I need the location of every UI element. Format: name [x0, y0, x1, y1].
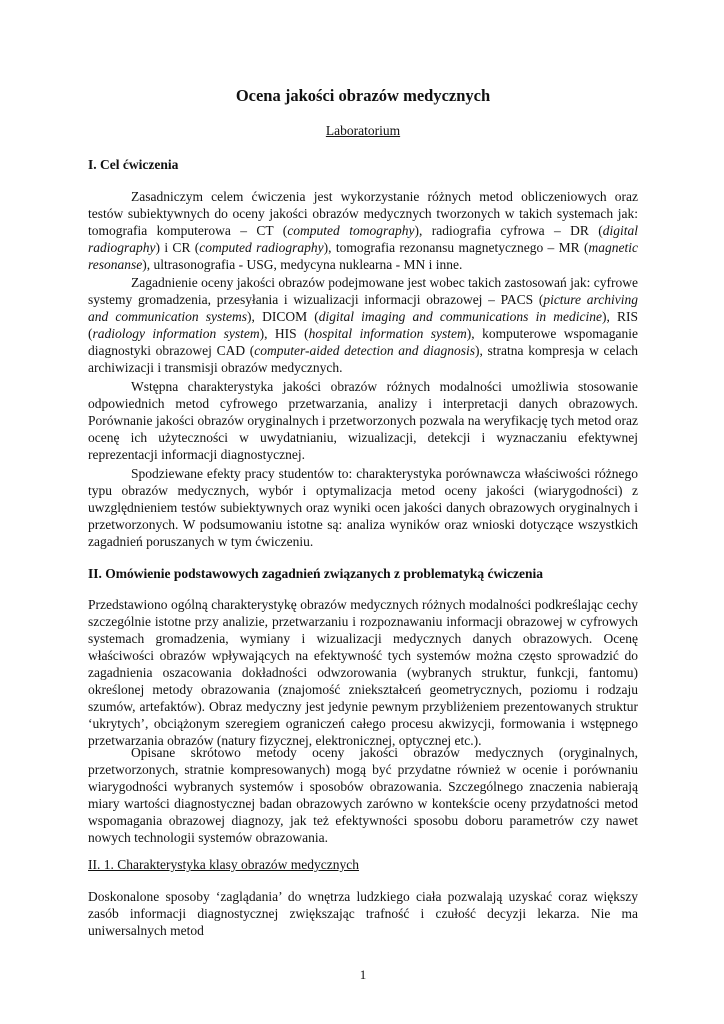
document-subtitle: Laboratorium — [325, 123, 401, 138]
paragraph-1: Zasadniczym celem ćwiczenia jest wykorzystanie różnych metod obliczeniowych oraz testów subiektywnych do oceny jakości obrazów medycznych tworzonych w takich systemach jak: tomografia komputerowa – CT (computed tomography), radiografia cyfrowa – DR (digital radiography) i CR (computed radiography), tomografia rezonansu magnetycznego – MR (magnetic resonanse), ultrasonografia - USG, medycyna nuklearna - MN i inne. — [88, 189, 639, 272]
paragraph-3: Wstępna charakterystyka jakości obrazów różnych modalności umożliwia stosowanie odpowiednich metod cyfrowego przetwarzania, analizy i interpretacji danych obrazowych. Porównanie jakości obrazów oryginalnych i przetworzonych pozwala na weryfikację tych metod oraz ocenę ich użyteczności w uwydatnianiu, wizualizacji, detekcji i wyznaczaniu efektywnej reprezentacji informacji diagnostycznej. — [88, 379, 638, 462]
paragraph-2: Zagadnienie oceny jakości obrazów podejmowane jest wobec takich zastosowań jak: cyfrowe systemy gromadzenia, przesyłania i wizualizacji informacji obrazowej – PACS (picture archiving and communication systems), DICOM (digital imaging and communications in medicine), RIS (radiology information system), HIS (hospital information system), komputerowe wspomaganie diagnostyki obrazowej CAD (computer-aided detection and diagnosis), stratna kompresja w celach archiwizacji i transmisji obrazów medycznych. — [88, 275, 638, 375]
paragraph-6: Opisane skrótowo metody oceny jakości obrazów medycznych (oryginalnych, przetworzonych, stratnie kompresowanych) mogą być przydatne również w ocenie i porównaniu wiarygodności wybranych systemów i sposobów obrazowania. Szczególnego znaczenia nabierają miary wartości diagnostycznej badan obrazowych zarówno w kontekście oceny przydatności metod wspomagania obrazowej diagnozy, jak też efektywności sposobu doboru parametrów czy nawet nowych technologii systemów obrazowania. — [88, 745, 638, 845]
paragraph-4: Spodziewane efekty pracy studentów to: charakterystyka porównawcza właściwości różnego typu obrazów medycznych, wybór i optymalizacja metod oceny jakości (wiarygodności) z uwzględnieniem testów subiektywnych oraz wyniki ocen jakości danych obrazowych oryginalnych i przetworzonych. W podsumowaniu istotne są: analiza wyników oraz wnioski dotyczące wszystkich zagadnień poruszanych w tym ćwiczeniu. — [88, 466, 638, 549]
section-heading-2: II. Omówienie podstawowych zagadnień związanych z problematyką ćwiczenia — [88, 566, 543, 581]
section-heading-3: II. 1. Charakterystyka klasy obrazów medycznych — [88, 857, 360, 872]
paragraph-5: Przedstawiono ogólną charakterystykę obrazów medycznych różnych modalności podkreślając cechy szczególnie istotne przy analizie, przetwarzaniu i rozpoznawaniu informacji obrazowej w cyfrowych systemach gromadzenia, wymiany i wizualizacji medycznych danych obrazowych. Ocenę właściwości obrazów wpływających na efektywność tych systemów można często sprowadzić do zagadnienia oszacowania dokładności odwzorowania (wybranych struktur, funkcji, fantomu) określonej metody obrazowania (znajomość zniekształceń geometrycznych, poziomu i rodzaju szumów, artefaktów). Obraz medyczny jest jedynie pewnym przybliżeniem prezentowanych struktur ‘ukrytych’, obciążonym szeregiem ograniczeń całego procesu akwizycji, formowania i wstępnego przetwarzania obrazów (natury fizycznej, elektronicznej, optycznej etc.). — [88, 597, 638, 748]
page-number: 1 — [359, 967, 367, 982]
section-heading-1: I. Cel ćwiczenia — [88, 157, 179, 172]
document-title: Ocena jakości obrazów medycznych — [235, 86, 491, 105]
paragraph-7: Doskonalone sposoby ‘zaglądania’ do wnętrza ludzkiego ciała pozwalają uzyskać coraz większy zasób informacji diagnostycznej zwiększając trafność i czułość decyzji lekarza. Nie ma uniwersalnych metod — [88, 889, 638, 938]
